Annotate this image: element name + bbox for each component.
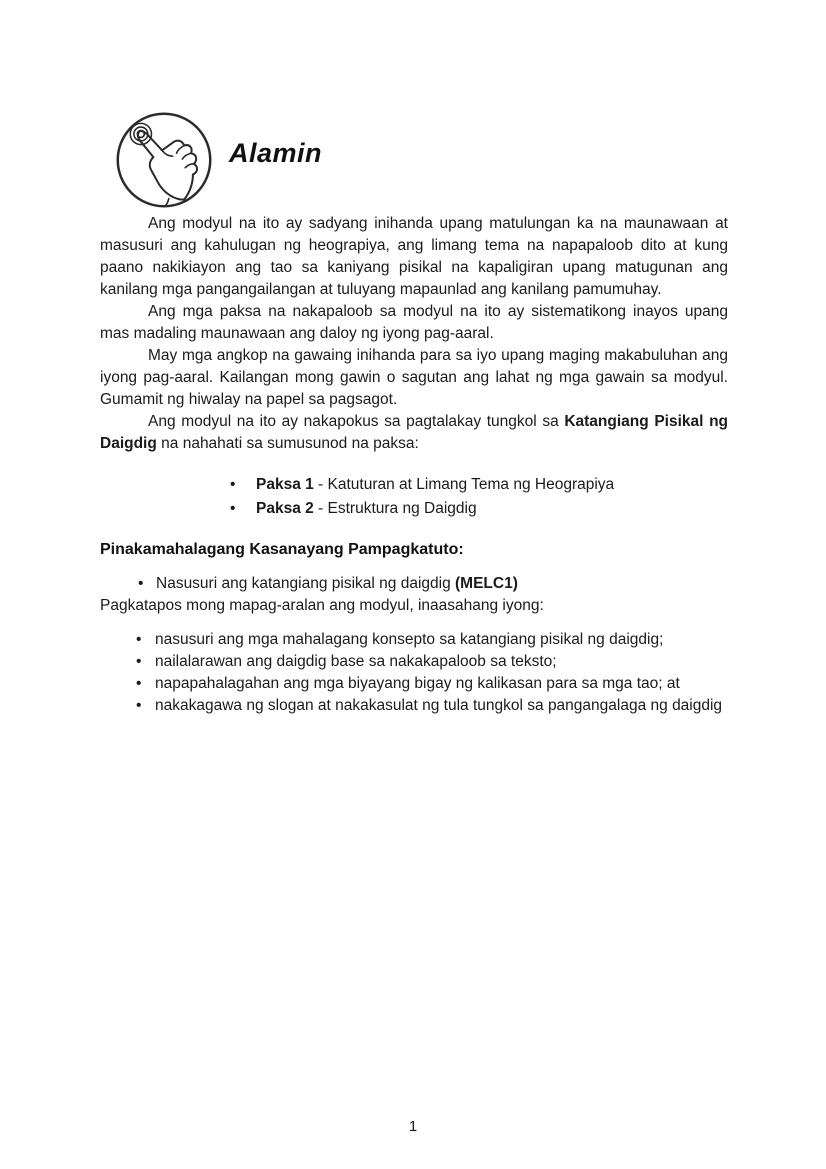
- document-content: [100, 0, 728, 717]
- paragraph-text: Ang modyul na ito ay nakapokus sa pagtalakay tungkol sa: [148, 413, 565, 430]
- list-item-paksa-2: [230, 497, 728, 521]
- list-item-paksa-1: [230, 473, 728, 497]
- list-item-melc: [138, 573, 728, 595]
- list-item-objective-3: • napapahalagahan ang mga biyayang bigay ng kalikasan para sa mga tao; at: [136, 673, 728, 695]
- objectives-intro: Pagkatapos mong mapag-aralan ang modyul, inaasahang iyong:: [100, 597, 544, 614]
- intro-paragraph-2: Ang mga paksa na nakapaloob sa modyul na ito ay sistematikong inayos upang mas madaling maunawaan ang daloy ng iyong pag-aaral.: [100, 303, 728, 342]
- intro-paragraph-1: Ang modyul na ito ay sadyang inihanda upang matulungan ka na maunawaan at masusuri ang kahulugan ng heograpiya, ang limang tema na napapaloob dito at kung paano nakikiayon ang tao sa kaniyang pisikal na kapaligiran upang matugunan ang kanilang mga pangangailangan at tuluyang mapaunlad ang kanilang pamumuhay.: [100, 215, 728, 298]
- paksa-1-text: - Katuturan at Limang Tema ng Heograpiya: [313, 476, 615, 493]
- melc-item-text: Nasusuri ang katangiang pisikal ng daigdig: [156, 575, 456, 592]
- section-header: [100, 107, 728, 213]
- paksa-list: [230, 473, 728, 521]
- melc-code-bold: (MELC1): [455, 575, 518, 592]
- press-button-hand-icon: [111, 107, 217, 213]
- melc-heading: Pinakamahalagang Kasanayang Pampagkatuto:: [100, 541, 464, 558]
- intro-paragraph-3: May mga angkop na gawaing inihanda para sa iyo upang maging makabuluhan ang iyong pag-aaral. Kailangan mong gawin o sagutan ang lahat ng mga gawain sa modyul. Gumamit ng hiwalay na papel sa pagsagot.: [100, 347, 728, 408]
- melc-list: [138, 573, 728, 595]
- list-item-objective-1: • nasusuri ang mga mahalagang konsepto sa katangiang pisikal ng daigdig;: [136, 629, 728, 651]
- paksa-2-label: Paksa 2: [256, 500, 314, 517]
- list-item-objective-2: • nailalarawan ang daigdig base sa nakakapaloob sa teksto;: [136, 651, 728, 673]
- list-item-objective-4: • nakakagawa ng slogan at nakakasulat ng tula tungkol sa pangangalaga ng daigdig: [136, 695, 728, 717]
- intro-paragraph-4: [100, 411, 728, 455]
- paragraph-text: na nahahati sa sumusunod na paksa:: [156, 435, 419, 452]
- paksa-1-label: Paksa 1: [256, 476, 314, 493]
- paksa-2-text: - Estruktura ng Daigdig: [313, 500, 477, 517]
- page-number: 1: [408, 1118, 418, 1135]
- module-focus-bold-text: Katangiang Pisikal ng Daigdig: [100, 413, 729, 452]
- section-title: Alamin: [229, 138, 323, 168]
- objectives-list: [136, 629, 728, 717]
